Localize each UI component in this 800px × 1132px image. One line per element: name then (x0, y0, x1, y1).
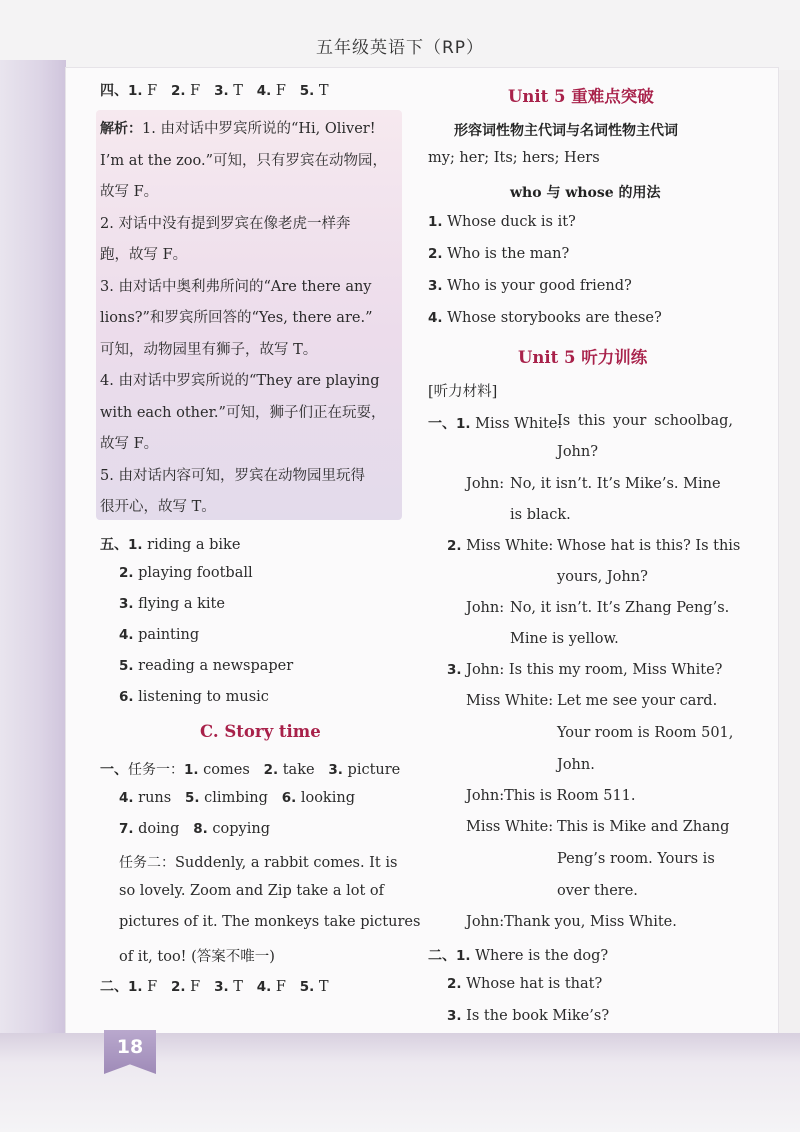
dialogue-line: John:This is Room 511. (466, 788, 636, 804)
analysis-line: 3. 由对话中奥利弗所问的“Are there any (100, 278, 372, 295)
dialogue-line: John? (557, 444, 598, 460)
whose-item: 1. Whose duck is it? (428, 214, 576, 230)
analysis-line: 可知，动物园里有狮子，故写 T。 (100, 341, 318, 358)
analysis-line: 解析：1. 由对话中罗宾所说的“Hi, Oliver! (100, 121, 376, 137)
task2-line: pictures of it. The monkeys take pictures (119, 914, 421, 930)
dialogue-speaker: Miss White: (466, 693, 554, 709)
analysis-line: 故写 F。 (100, 436, 159, 452)
task2-line: 任务二：Suddenly, a rabbit comes. It is (119, 855, 398, 871)
analysis-line: 很开心，故写 T。 (100, 499, 216, 515)
analysis-line: 故写 F。 (100, 184, 159, 200)
listening-part2-item: 2. Whose hat is that? (447, 976, 603, 992)
story-time-title: C. Story time (200, 722, 321, 741)
dialogue-line: This is Mike and Zhang (557, 819, 730, 835)
part2-prefix: 二、 (100, 979, 128, 995)
dialogue-line: over there. (557, 883, 638, 899)
pronoun-answers: my; her; Its; hers; Hers (428, 150, 600, 166)
unit5-key-points-title: Unit 5 重难点突破 (508, 87, 654, 106)
part5-item: 6. listening to music (119, 689, 269, 705)
analysis-line: I’m at the zoo.”可知，只有罗宾在动物园， (100, 152, 387, 169)
dialogue-line: No, it isn’t. It’s Mike’s. Mine (510, 476, 721, 492)
task2-label: 任务二： (119, 855, 175, 871)
dialogue-line: 一、1. Miss White: (428, 416, 563, 432)
whose-item: 2. Who is the man? (428, 246, 570, 262)
pronoun-section-title: 形容词性物主代词与名词性物主代词 (454, 123, 678, 139)
part2-answers: 二、1. F 2. F 3. T 4. F 5. T (100, 979, 329, 995)
part5-prefix: 五、 (100, 537, 128, 553)
part5-item: 2. playing football (119, 565, 253, 581)
part4-answers: 四、1. F 2. F 3. T 4. F 5. T (100, 83, 329, 99)
dialogue-line: 3. John: Is this my room, Miss White? (447, 662, 723, 678)
dialogue-speaker: John: (466, 476, 505, 492)
analysis-line: 2. 对话中没有提到罗宾在像老虎一样奔 (100, 215, 351, 232)
task1-row: 一、任务一：1. comes 2. take 3. picture (100, 762, 401, 778)
page-number: 18 (116, 1036, 144, 1058)
dialogue-line: Whose hat is this? Is this (557, 538, 741, 554)
part5-item: 4. painting (119, 627, 200, 643)
dialogue-speaker: Miss White: (466, 819, 554, 835)
listening-part2-prefix: 二、 (428, 948, 456, 964)
dialogue-line: Is this your schoolbag, (557, 413, 733, 429)
analysis-line: lions?”和罗宾所回答的“Yes, there are.” (100, 310, 373, 326)
analysis-line: with each other.”可知，狮子们正在玩耍， (100, 404, 386, 421)
dialogue-speaker: John: (466, 600, 505, 616)
listening-material-label: [听力材料] (428, 384, 498, 400)
analysis-line: 跑，故写 F。 (100, 247, 188, 263)
whose-item: 3. Who is your good friend? (428, 278, 632, 294)
part5-item: 5. reading a newspaper (119, 658, 294, 674)
listening-part2-item: 二、1. Where is the dog? (428, 948, 609, 964)
task2-line: of it, too! (答案不唯一) (119, 949, 275, 965)
part4-prefix: 四、 (100, 83, 128, 99)
dialogue-line: Your room is Room 501, (557, 725, 734, 741)
dialogue-line: John. (557, 757, 595, 773)
whose-section-title: who 与 whose 的用法 (510, 185, 661, 201)
page-spine-shadow (0, 60, 66, 1060)
dialogue-line: yours, John? (557, 569, 648, 585)
task1-label: 任务一： (128, 762, 184, 778)
dialogue-line: John:Thank you, Miss White. (466, 914, 677, 930)
dialogue-line: No, it isn’t. It’s Zhang Peng’s. (510, 600, 730, 616)
analysis-label: 解析： (100, 121, 142, 137)
part5-item: 五、1. riding a bike (100, 537, 241, 553)
unit5-listening-title: Unit 5 听力训练 (518, 348, 648, 367)
analysis-line: 5. 由对话内容可知，罗宾在动物园里玩得 (100, 467, 365, 484)
dialogue-line: Mine is yellow. (510, 631, 619, 647)
dialogue-line: 2. Miss White: (447, 538, 554, 554)
task1-row: 4. runs 5. climbing 6. looking (119, 790, 355, 806)
whose-item: 4. Whose storybooks are these? (428, 310, 662, 326)
part5-item: 3. flying a kite (119, 596, 225, 612)
dialogue-line: Peng’s room. Yours is (557, 851, 715, 867)
task2-line: so lovely. Zoom and Zip take a lot of (119, 883, 385, 899)
page-header-title: 五年级英语下（RP） (315, 38, 485, 58)
part1-prefix: 一、 (100, 762, 128, 778)
analysis-text (100, 114, 387, 524)
listening-part1-prefix: 一、 (428, 416, 456, 432)
dialogue-line: Let me see your card. (557, 693, 718, 709)
analysis-line: 4. 由对话中罗宾所说的“They are playing (100, 373, 380, 389)
listening-part2-item: 3. Is the book Mike’s? (447, 1008, 610, 1024)
dialogue-line: is black. (510, 507, 571, 523)
task1-row: 7. doing 8. copying (119, 821, 270, 837)
